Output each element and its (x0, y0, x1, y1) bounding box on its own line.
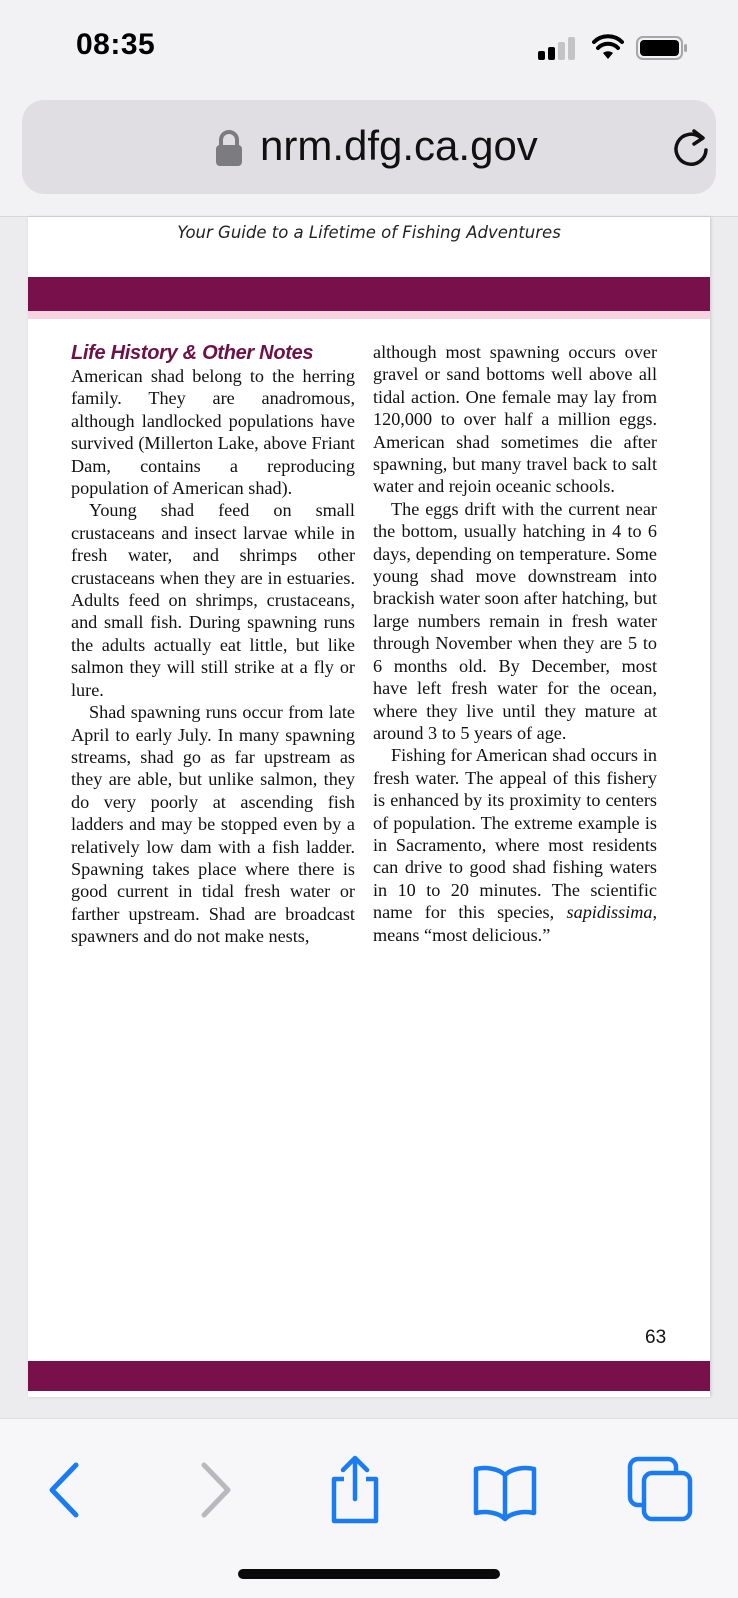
url-text[interactable]: nrm.dfg.ca.gov (260, 122, 538, 169)
web-content[interactable] (0, 216, 738, 1418)
back-icon[interactable] (30, 1455, 100, 1525)
left-column (71, 341, 355, 948)
header-band-accent (28, 311, 710, 319)
paragraph: Young shad feed on small crustaceans and insect larvae while in fresh water, and shrimps other crustaceans when they are in estuaries. Adults feed on shrimps, crustaceans, and small fish. During spawning runs the adults actually eat little, but like salmon they will still strike at a fly or lure. (71, 500, 355, 700)
paragraph-text: Fishing for American shad occurs in fresh water. The appeal of this fishery is enhanced by its proximity to centers of population. The extreme example is in Sacramento, where most residents can drive to good shad fishing waters in 10 to 20 minutes. The scientific name for this species, (373, 745, 657, 923)
document-page (28, 217, 710, 1397)
status-time: 08:35 (76, 28, 156, 61)
footer-band (28, 1361, 710, 1391)
tabs-icon[interactable] (626, 1455, 696, 1525)
paragraph-text: , means “most delicious.” (373, 902, 657, 945)
wifi-icon (592, 34, 624, 60)
cellular-signal-icon (538, 36, 578, 60)
header-band (28, 277, 710, 311)
page-number: 63 (645, 1327, 667, 1348)
bookmarks-icon[interactable] (470, 1455, 540, 1525)
reload-icon[interactable] (668, 126, 714, 172)
paragraph: The eggs drift with the current near the bottom, usually hatching in 4 to 6 days, depending on temperature. Some young shad move downstream into brackish water soon after hatching, but large numbers remain in fresh water through November when they are 5 to 6 months old. By December, most have left fresh water for the ocean, where they live until they mature at around 3 to 5 years of age. (373, 498, 657, 743)
address-bar[interactable] (22, 100, 716, 194)
right-column (373, 341, 657, 946)
paragraph: Shad spawning runs occur from late April to early July. In many spawning streams, shad go as far upstream as they are able, but unlike salmon, they do very poorly at ascending fish ladders and may be stopped even by a relatively low dam with a fish ladder. Spawning takes place where there is good current in tidal fresh water or farther upstream. Shad are broadcast spawners and do not make nests, (71, 702, 355, 947)
lock-icon (214, 128, 244, 168)
section-title: Life History & Other Notes (71, 342, 314, 364)
forward-icon[interactable] (180, 1455, 250, 1525)
home-indicator[interactable] (238, 1569, 500, 1579)
share-icon[interactable] (320, 1455, 390, 1525)
paragraph: American shad belong to the herring family. They are anadromous, although landlocked populations have survived (Millerton Lake, above Friant Dam, contains a reproducing population of American shad). (71, 366, 355, 499)
status-bar (0, 0, 738, 96)
species-name: sapidissima (566, 902, 653, 923)
paragraph: although most spawning occurs over gravel or sand bottoms well above all tidal action. One female may lay from 120,000 to over half a million eggs. American shad sometimes die after spawning, but many travel back to salt water and rejoin oceanic schools. (373, 342, 657, 497)
browser-toolbar (0, 1418, 738, 1598)
paragraph (373, 744, 657, 946)
document-header: Your Guide to a Lifetime of Fishing Adventures (177, 223, 561, 242)
battery-icon (636, 36, 688, 60)
